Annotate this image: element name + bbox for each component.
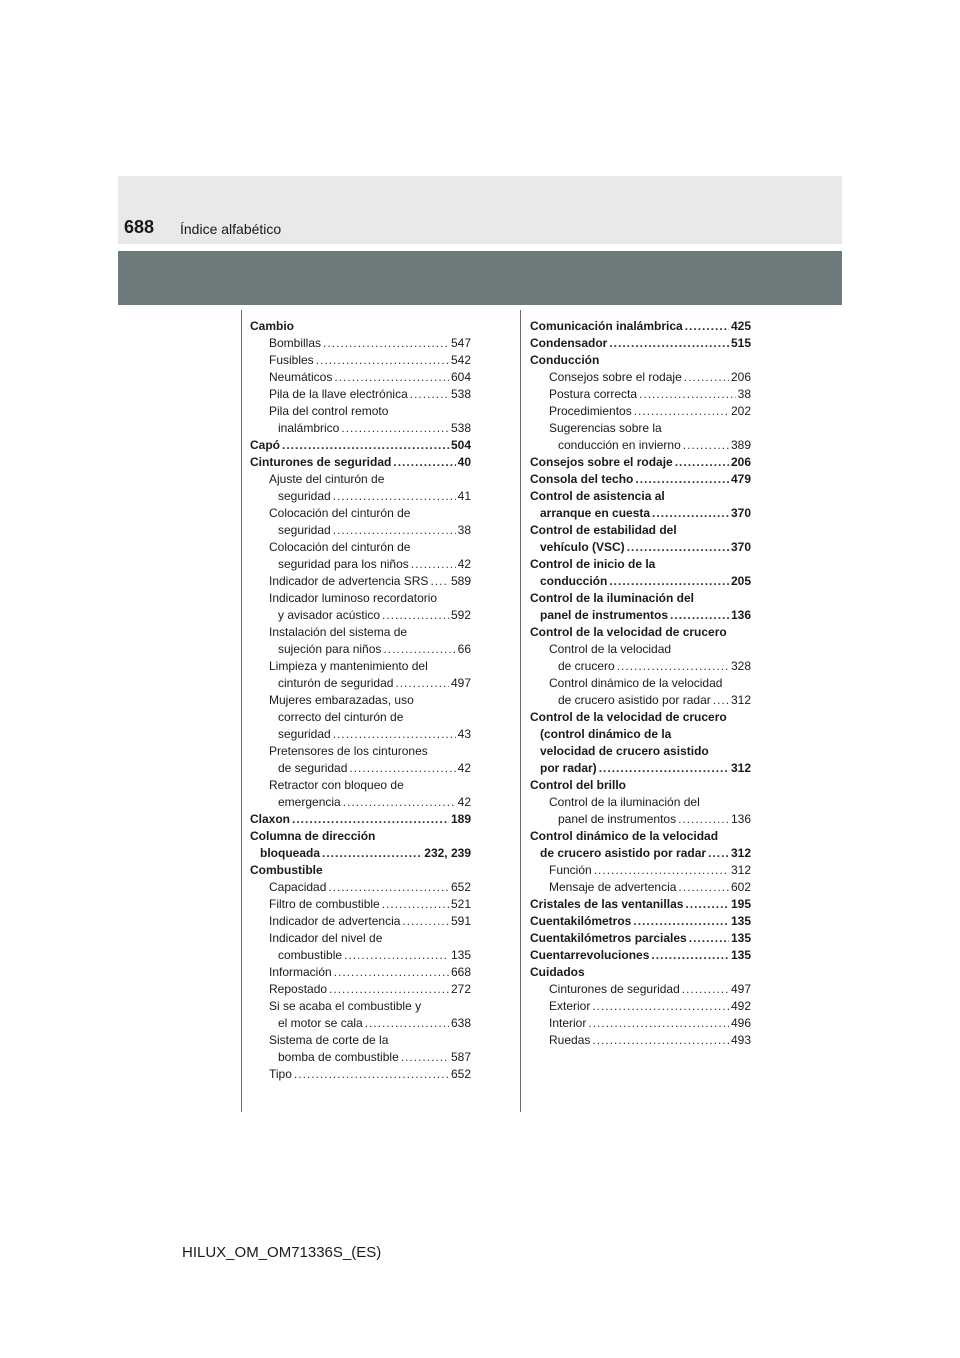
index-entry-text: Sugerencias sobre la [549,421,662,435]
dot-leader [678,879,729,896]
index-entry [250,1066,471,1083]
dot-leader [365,1015,449,1032]
index-entry [530,964,751,981]
index-entry-page: 41 [457,489,471,503]
dot-leader [402,913,449,930]
dot-leader [634,403,729,420]
index-entry-text: Información [269,965,332,979]
dot-leader [685,896,729,913]
index-entry-page: 42 [457,557,471,571]
index-entry-text: Pretensores de los cinturones [269,744,428,758]
index-entry [250,573,471,590]
index-entry [530,403,751,420]
index-entry-page: 504 [450,438,471,452]
index-entry-page: 492 [730,999,751,1013]
index-entry-text: Combustible [250,863,323,877]
index-entry-text: Indicador luminoso recordatorio [269,591,438,605]
index-entry-page: 135 [730,931,751,945]
index-entry-text: Pila de la llave electrónica [269,387,408,401]
index-entry-page: 538 [450,421,471,435]
index-entry [250,318,471,335]
dot-leader [651,947,729,964]
index-entry-text: sujeción para niños [278,642,382,656]
index-entry [250,1015,471,1032]
index-entry-text: seguridad [278,523,331,537]
index-entry-text: Cristales de las ventanillas [530,897,684,911]
index-entry-text: Cinturones de seguridad [250,455,392,469]
index-entry-text: Capó [250,438,280,452]
index-entry [530,998,751,1015]
index-entry [250,828,471,845]
index-entry-text: seguridad para los niños [278,557,409,571]
index-entry [530,981,751,998]
index-entry [530,726,751,743]
index-entry-text: Cinturones de seguridad [549,982,680,996]
index-entry-text: combustible [278,948,343,962]
dot-leader [609,573,729,590]
index-entry [530,505,751,522]
index-entry [250,879,471,896]
index-entry [250,539,471,556]
page-number: 688 [124,217,155,237]
index-entry-text: seguridad [278,727,331,741]
index-entry-page: 602 [730,880,751,894]
index-entry-text: seguridad [278,489,331,503]
index-entry-page: 205 [730,574,751,588]
index-entry [530,913,751,930]
dot-leader [592,1032,729,1049]
index-entry-page: 232, 239 [424,846,471,860]
index-entry-text: Mensaje de advertencia [549,880,677,894]
index-entry-text: Repostado [269,982,328,996]
index-entry-text: Procedimientos [549,404,632,418]
index-entry [530,352,751,369]
dot-leader [341,420,449,437]
dot-leader [401,1049,449,1066]
index-entry-page: 493 [730,1033,751,1047]
dot-leader [292,811,449,828]
dot-leader [652,505,729,522]
index-entry-text: arranque en cuesta [540,506,651,520]
dot-leader [343,794,456,811]
index-entry-page: 195 [730,897,751,911]
index-entry-text: y avisador acústico [278,608,381,622]
index-entry [250,947,471,964]
index-entry [530,556,751,573]
index-entry-text: Limpieza y mantenimiento del [269,659,428,673]
index-entry-text: Sistema de corte de la [269,1033,389,1047]
document-code: HILUX_OM_OM71336S_(ES) [182,1244,382,1261]
index-entry-page: 40 [457,455,471,469]
index-entry [530,760,751,777]
dot-leader [393,454,455,471]
index-entry-page: 135 [450,948,471,962]
index-entry-page: 515 [730,336,751,350]
index-entry [530,607,751,624]
index-entry [250,335,471,352]
index-entry [250,471,471,488]
index-entry-text: correcto del cinturón de [278,710,404,724]
index-entry-text: Cuentakilómetros parciales [530,931,687,945]
index-entry-text: Exterior [549,999,591,1013]
index-entry [530,862,751,879]
section-title: Índice alfabético [180,221,282,237]
dot-leader [670,607,729,624]
index-entry-page: 589 [450,574,471,588]
index-entry-page: 370 [730,540,751,554]
dot-leader [633,913,729,930]
index-entry [250,760,471,777]
index-entry [250,709,471,726]
dot-leader [683,437,729,454]
index-entry-page: 202 [730,404,751,418]
index-entry-text: Control de la iluminación del [530,591,695,605]
dot-leader [294,1066,449,1083]
index-entry-text: Claxon [250,812,291,826]
index-entry-text: vehículo (VSC) [540,540,625,554]
index-entry [250,505,471,522]
index-entry [530,692,751,709]
index-entry [530,471,751,488]
index-entry-page: 328 [730,659,751,673]
dot-leader [395,675,449,692]
index-entry [530,437,751,454]
index-entry-text: de crucero [558,659,615,673]
index-entry [250,556,471,573]
dot-leader [282,437,449,454]
dot-leader [708,845,729,862]
index-entry-page: 497 [730,982,751,996]
index-entry-text: Cuidados [530,965,585,979]
index-entry [250,641,471,658]
index-entry [250,607,471,624]
index-entry-text: Colocación del cinturón de [269,540,411,554]
index-entry [530,590,751,607]
dot-leader [333,488,456,505]
index-entry [250,692,471,709]
index-entry [530,624,751,641]
dot-leader [682,981,729,998]
index-entry-text: de crucero asistido por radar [540,846,707,860]
index-entry-page: 38 [737,387,751,401]
index-entry [250,981,471,998]
index-entry-text: Control dinámico de la velocidad [549,676,723,690]
index-entry-page: 587 [450,1050,471,1064]
index-entry [530,828,751,845]
index-entry-text: Consejos sobre el rodaje [549,370,682,384]
dot-leader [349,760,455,777]
index-entry-text: conducción en invierno [558,438,681,452]
dot-leader [684,369,729,386]
dot-leader [334,964,449,981]
index-entry-page: 521 [450,897,471,911]
index-entry [250,845,471,862]
header-bar [118,251,842,305]
index-entry-page: 425 [730,319,751,333]
index-entry-page: 272 [450,982,471,996]
index-entry-text: Si se acaba el combustible y [269,999,422,1013]
index-entry-page: 312 [730,761,751,775]
index-entry [250,488,471,505]
dot-leader [411,556,456,573]
index-entry-page: 479 [730,472,751,486]
index-entry-text: Instalación del sistema de [269,625,408,639]
index-entry [250,386,471,403]
index-entry-text: Control del brillo [530,778,626,792]
index-entry-text: bomba de combustible [278,1050,399,1064]
index-entry-page: 136 [730,608,751,622]
index-entry-text: Función [549,863,592,877]
index-entry-text: Consola del techo [530,472,634,486]
index-entry-text: Tipo [269,1067,292,1081]
index-entry [250,658,471,675]
index-entry-text: Fusibles [269,353,314,367]
index-entry-page: 497 [450,676,471,690]
index-entry [530,573,751,590]
index-entry [530,709,751,726]
dot-leader [588,1015,729,1032]
index-entry-page: 135 [730,914,751,928]
left-column-rule [241,310,242,1112]
dot-leader [323,335,449,352]
dot-leader [430,573,449,590]
index-entry-text: Colocación del cinturón de [269,506,411,520]
dot-leader [713,692,729,709]
index-entry [530,318,751,335]
dot-leader [383,641,455,658]
index-entry-text: Ajuste del cinturón de [269,472,385,486]
index-entry-text: Cuentakilómetros [530,914,632,928]
dot-leader [599,760,729,777]
index-entry-text: Control de asistencia al [530,489,665,503]
index-entry-page: 389 [730,438,751,452]
index-entry-text: Pila del control remoto [269,404,389,418]
index-entry [250,726,471,743]
index-entry [530,539,751,556]
index-entry [250,403,471,420]
dot-leader [334,369,449,386]
index-entry-text: Consejos sobre el rodaje [530,455,673,469]
index-entry-page: 542 [450,353,471,367]
index-entry [530,845,751,862]
index-entry [530,641,751,658]
index-entry [250,896,471,913]
index-entry [250,454,471,471]
index-entry-text: panel de instrumentos [558,812,677,826]
dot-leader [678,811,729,828]
index-entry-text: el motor se cala [278,1016,363,1030]
index-entry-text: Control de la iluminación del [549,795,700,809]
dot-leader [328,879,449,896]
index-entry-text: Bombillas [269,336,322,350]
index-entry-page: 206 [730,370,751,384]
index-entry-page: 135 [730,948,751,962]
index-entry [530,930,751,947]
index-entry-page: 66 [457,642,471,656]
index-entry-text: Control dinámico de la velocidad [530,829,719,843]
index-entry-text: velocidad de crucero asistido [540,744,709,758]
index-entry-text: (control dinámico de la [540,727,672,741]
index-entry-text: bloqueada [260,846,321,860]
index-entry-page: 652 [450,880,471,894]
index-entry [250,1049,471,1066]
index-entry-text: Control de la velocidad de crucero [530,710,727,724]
index-entry-text: por radar) [540,761,597,775]
index-entry-text: Mujeres embarazadas, uso [269,693,414,707]
dot-leader [635,471,729,488]
index-entry-text: cinturón de seguridad [278,676,394,690]
dot-leader [333,726,456,743]
index-entry [250,913,471,930]
index-entry [530,420,751,437]
dot-leader [316,352,449,369]
index-entry-text: Comunicación inalámbrica [530,319,683,333]
index-entry-page: 38 [457,523,471,537]
index-entry [250,437,471,454]
dot-leader [594,862,729,879]
dot-leader [617,658,729,675]
index-entry [530,896,751,913]
index-entry [530,386,751,403]
dot-leader [685,318,729,335]
index-entry [250,743,471,760]
index-entry-text: emergencia [278,795,341,809]
index-entry-text: Control de la velocidad de crucero [530,625,727,639]
index-entry-page: 136 [730,812,751,826]
index-entry [250,811,471,828]
index-entry [250,862,471,879]
index-entry [530,658,751,675]
index-entry-text: Retractor con bloqueo de [269,778,404,792]
index-entry [250,369,471,386]
index-entry-text: Cuentarrevoluciones [530,948,650,962]
index-entry-page: 638 [450,1016,471,1030]
index-entry [530,743,751,760]
index-entry [530,488,751,505]
index-entry [250,420,471,437]
dot-leader [329,981,449,998]
index-entry-text: Neumáticos [269,370,333,384]
index-entry-text: Control de inicio de la [530,557,656,571]
index-entry-page: 592 [450,608,471,622]
index-entry [530,675,751,692]
dot-leader [627,539,729,556]
index-entry [250,352,471,369]
index-entry-page: 547 [450,336,471,350]
index-entry-page: 538 [450,387,471,401]
index-entry [530,879,751,896]
dot-leader [592,998,729,1015]
dot-leader [382,896,449,913]
index-entry [530,454,751,471]
index-entry [530,335,751,352]
dot-leader [382,607,449,624]
index-entry-text: Postura correcta [549,387,638,401]
index-entry [250,794,471,811]
index-entry-page: 652 [450,1067,471,1081]
index-entry-text: Control de la velocidad [549,642,672,656]
index-entry-text: Ruedas [549,1033,591,1047]
index-entry [530,794,751,811]
index-entry-page: 604 [450,370,471,384]
index-entry [250,998,471,1015]
index-entry-page: 43 [457,727,471,741]
index-entry [250,777,471,794]
dot-leader [689,930,729,947]
index-entry-text: Conducción [530,353,600,367]
index-entry-text: de crucero asistido por radar [558,693,711,707]
middle-column-rule [520,310,521,1112]
index-entry-text: Indicador de advertencia SRS [269,574,429,588]
index-entry [250,1032,471,1049]
index-entry [530,811,751,828]
index-entry-text: inalámbrico [278,421,340,435]
index-entry [530,1015,751,1032]
index-column-left [250,318,471,1083]
index-column-right [530,318,751,1049]
index-entry [530,777,751,794]
index-entry-page: 312 [730,846,751,860]
index-entry [530,369,751,386]
index-entry [250,675,471,692]
dot-leader [639,386,736,403]
index-entry-text: conducción [540,574,608,588]
dot-leader [344,947,449,964]
index-entry [530,947,751,964]
dot-leader [675,454,729,471]
index-entry [250,930,471,947]
index-entry-page: 42 [457,761,471,775]
index-entry-page: 312 [730,693,751,707]
index-entry-page: 42 [457,795,471,809]
index-entry-text: Filtro de combustible [269,897,380,911]
index-entry-page: 312 [730,863,751,877]
index-entry [250,964,471,981]
index-entry-page: 206 [730,455,751,469]
dot-leader [322,845,422,862]
index-entry-text: Interior [549,1016,587,1030]
index-entry-text: Condensador [530,336,608,350]
index-entry [250,590,471,607]
index-entry [530,1032,751,1049]
index-entry [530,522,751,539]
index-entry-text: Control de estabilidad del [530,523,677,537]
index-entry-page: 370 [730,506,751,520]
dot-leader [410,386,449,403]
index-entry-text: Cambio [250,319,295,333]
index-entry-text: Indicador del nivel de [269,931,383,945]
index-entry [250,522,471,539]
index-entry-page: 189 [450,812,471,826]
index-entry-text: de seguridad [278,761,348,775]
index-entry [250,624,471,641]
index-entry-text: Indicador de advertencia [269,914,401,928]
index-entry-page: 496 [730,1016,751,1030]
index-entry-text: Columna de dirección [250,829,376,843]
index-entry-text: Capacidad [269,880,327,894]
dot-leader [609,335,729,352]
index-entry-text: panel de instrumentos [540,608,669,622]
dot-leader [333,522,456,539]
index-entry-page: 668 [450,965,471,979]
index-entry-page: 591 [450,914,471,928]
